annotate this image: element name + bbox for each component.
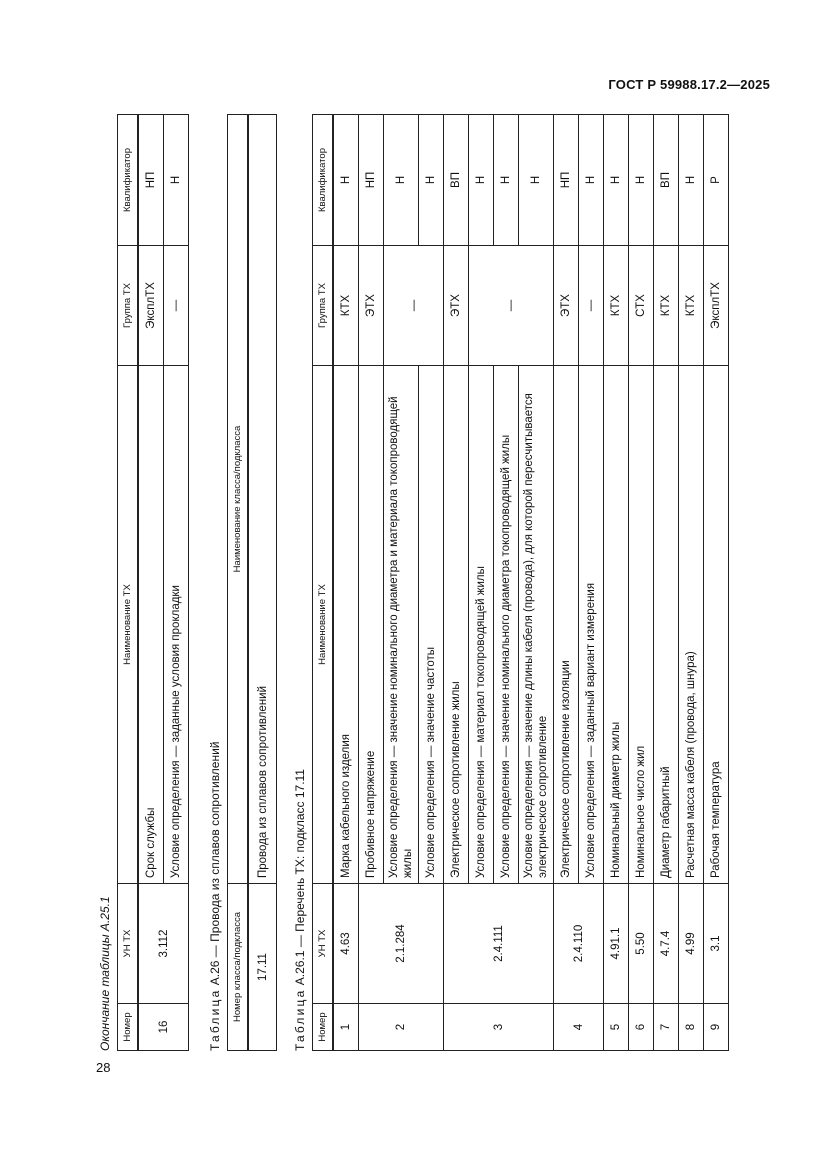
cell-number: 2: [359, 1004, 444, 1051]
col-header-un: УН ТХ: [313, 884, 334, 1004]
cell-qual: Н: [629, 115, 654, 246]
table-a26: [227, 114, 277, 1051]
cell-class-name: Провода из сплавов сопротивлений: [248, 115, 277, 884]
cell-number: 7: [654, 1004, 679, 1051]
cell-group: —: [469, 246, 554, 366]
cell-qual: ВП: [654, 115, 679, 246]
col-header-name: Наименование ТХ: [118, 366, 139, 884]
table-row: [138, 115, 164, 1051]
cell-number: 6: [629, 1004, 654, 1051]
cell-un: 4.91.1: [604, 884, 629, 1004]
cell-qual: Н: [469, 115, 494, 246]
cell-qual: Н: [679, 115, 704, 246]
cell-name: Диаметр габаритный: [654, 366, 679, 884]
table-a26-1-caption: [293, 769, 307, 1051]
cell-qual: НП: [554, 115, 579, 246]
cell-group: ЭТХ: [444, 246, 469, 366]
cell-group: ЭТХ: [554, 246, 579, 366]
cell-un: 4.7.4: [654, 884, 679, 1004]
cell-qual: Н: [494, 115, 519, 246]
table-row: [554, 115, 579, 1051]
table-a26-caption: [208, 741, 222, 1051]
table-row: [654, 115, 679, 1051]
cell-qual: Н: [519, 115, 554, 246]
cell-qual: Р: [704, 115, 729, 246]
cell-number: 4: [554, 1004, 604, 1051]
cell-number: 9: [704, 1004, 729, 1051]
cell-un: 2.4.110: [554, 884, 604, 1004]
col-header-number: Номер: [118, 1004, 139, 1051]
cell-name: Условие определения — заданный вариант измерения: [579, 366, 604, 884]
cell-group: СТХ: [629, 246, 654, 366]
cell-number: 1: [333, 1004, 359, 1051]
cell-group: —: [579, 246, 604, 366]
cell-un: 2.1.284: [359, 884, 444, 1004]
table-row: [629, 115, 654, 1051]
table-row: [704, 115, 729, 1051]
table-a25-1-caption: Окончание таблицы А.25.1: [98, 896, 112, 1051]
cell-name: Срок службы: [138, 366, 164, 884]
cell-number: 5: [604, 1004, 629, 1051]
cell-group: КТХ: [333, 246, 359, 366]
cell-group: ЭксплТХ: [704, 246, 729, 366]
cell-name: Марка кабельного изделия: [333, 366, 359, 884]
col-header-qual: Квалификатор: [313, 115, 334, 246]
cell-name: Условие определения — значение номинального диаметра токопроводящей жилы: [494, 366, 519, 884]
col-header-group: Группа ТХ: [313, 246, 334, 366]
caption-prefix: Таблица: [208, 988, 222, 1051]
cell-name: Электрическое сопротивление изоляции: [554, 366, 579, 884]
cell-qual: Н: [164, 115, 189, 246]
cell-un: 2.4.111: [444, 884, 554, 1004]
cell-name: Условие определения — значение номинального диаметра и материала токопроводящей жилы: [384, 366, 419, 884]
cell-un: 3.112: [138, 884, 189, 1004]
cell-group: КТХ: [679, 246, 704, 366]
cell-name: Рабочая температура: [704, 366, 729, 884]
cell-name: Расчетная масса кабеля (провода, шнура): [679, 366, 704, 884]
caption-text: А.26.1 — Перечень ТХ: подкласс 17.11: [293, 769, 307, 989]
cell-qual: ВП: [444, 115, 469, 246]
cell-group: —: [164, 246, 189, 366]
col-header-class-name: Наименование класса/подкласса: [228, 115, 249, 884]
cell-un: 5.50: [629, 884, 654, 1004]
cell-class-number: 17.11: [248, 884, 277, 1051]
table-row: [444, 115, 469, 1051]
cell-name: Условие определения — материал токопроводящей жилы: [469, 366, 494, 884]
table-a25-1: [117, 114, 189, 1051]
cell-name: Номинальное число жил: [629, 366, 654, 884]
cell-name: Условие определения — значение длины кабеля (провода), для которой пересчитывается электрическое сопротивление: [519, 366, 554, 884]
table-row: [359, 115, 384, 1051]
cell-qual: НП: [359, 115, 384, 246]
cell-un: 4.99: [679, 884, 704, 1004]
caption-text: А.26 — Провода из сплавов сопротивлений: [208, 741, 222, 989]
cell-group: —: [384, 246, 444, 366]
cell-name: Условие определения — значение частоты: [419, 366, 444, 884]
rotated-page-content: [94, 115, 767, 1051]
cell-name: Электрическое сопротивление жилы: [444, 366, 469, 884]
cell-number: 3: [444, 1004, 554, 1051]
col-header-class-number: Номер класса/подкласса: [228, 884, 249, 1051]
cell-name: Пробивное напряжение: [359, 366, 384, 884]
cell-qual: Н: [604, 115, 629, 246]
cell-name: Номинальный диаметр жилы: [604, 366, 629, 884]
col-header-number: Номер: [313, 1004, 334, 1051]
page-number: 28: [96, 1060, 111, 1075]
cell-number: 8: [679, 1004, 704, 1051]
caption-prefix: Таблица: [293, 988, 307, 1051]
table-row: [679, 115, 704, 1051]
cell-group: ЭТХ: [359, 246, 384, 366]
table-row: [604, 115, 629, 1051]
cell-number: 16: [138, 1004, 189, 1051]
col-header-qual: Квалификатор: [118, 115, 139, 246]
cell-qual: Н: [333, 115, 359, 246]
table-row: [248, 115, 277, 1051]
cell-group: КТХ: [654, 246, 679, 366]
table-a26-1: [312, 114, 729, 1051]
cell-un: 4.63: [333, 884, 359, 1004]
document-number: ГОСТ Р 59988.17.2—2025: [608, 77, 770, 92]
cell-qual: Н: [384, 115, 419, 246]
cell-group: КТХ: [604, 246, 629, 366]
col-header-group: Группа ТХ: [118, 246, 139, 366]
col-header-name: Наименование ТХ: [313, 366, 334, 884]
cell-group: ЭксплТХ: [138, 246, 164, 366]
cell-qual: НП: [138, 115, 164, 246]
table-row: [333, 115, 359, 1051]
cell-un: 3.1: [704, 884, 729, 1004]
col-header-un: УН ТХ: [118, 884, 139, 1004]
cell-name: Условие определения — заданные условия прокладки: [164, 366, 189, 884]
cell-qual: Н: [419, 115, 444, 246]
cell-qual: Н: [579, 115, 604, 246]
